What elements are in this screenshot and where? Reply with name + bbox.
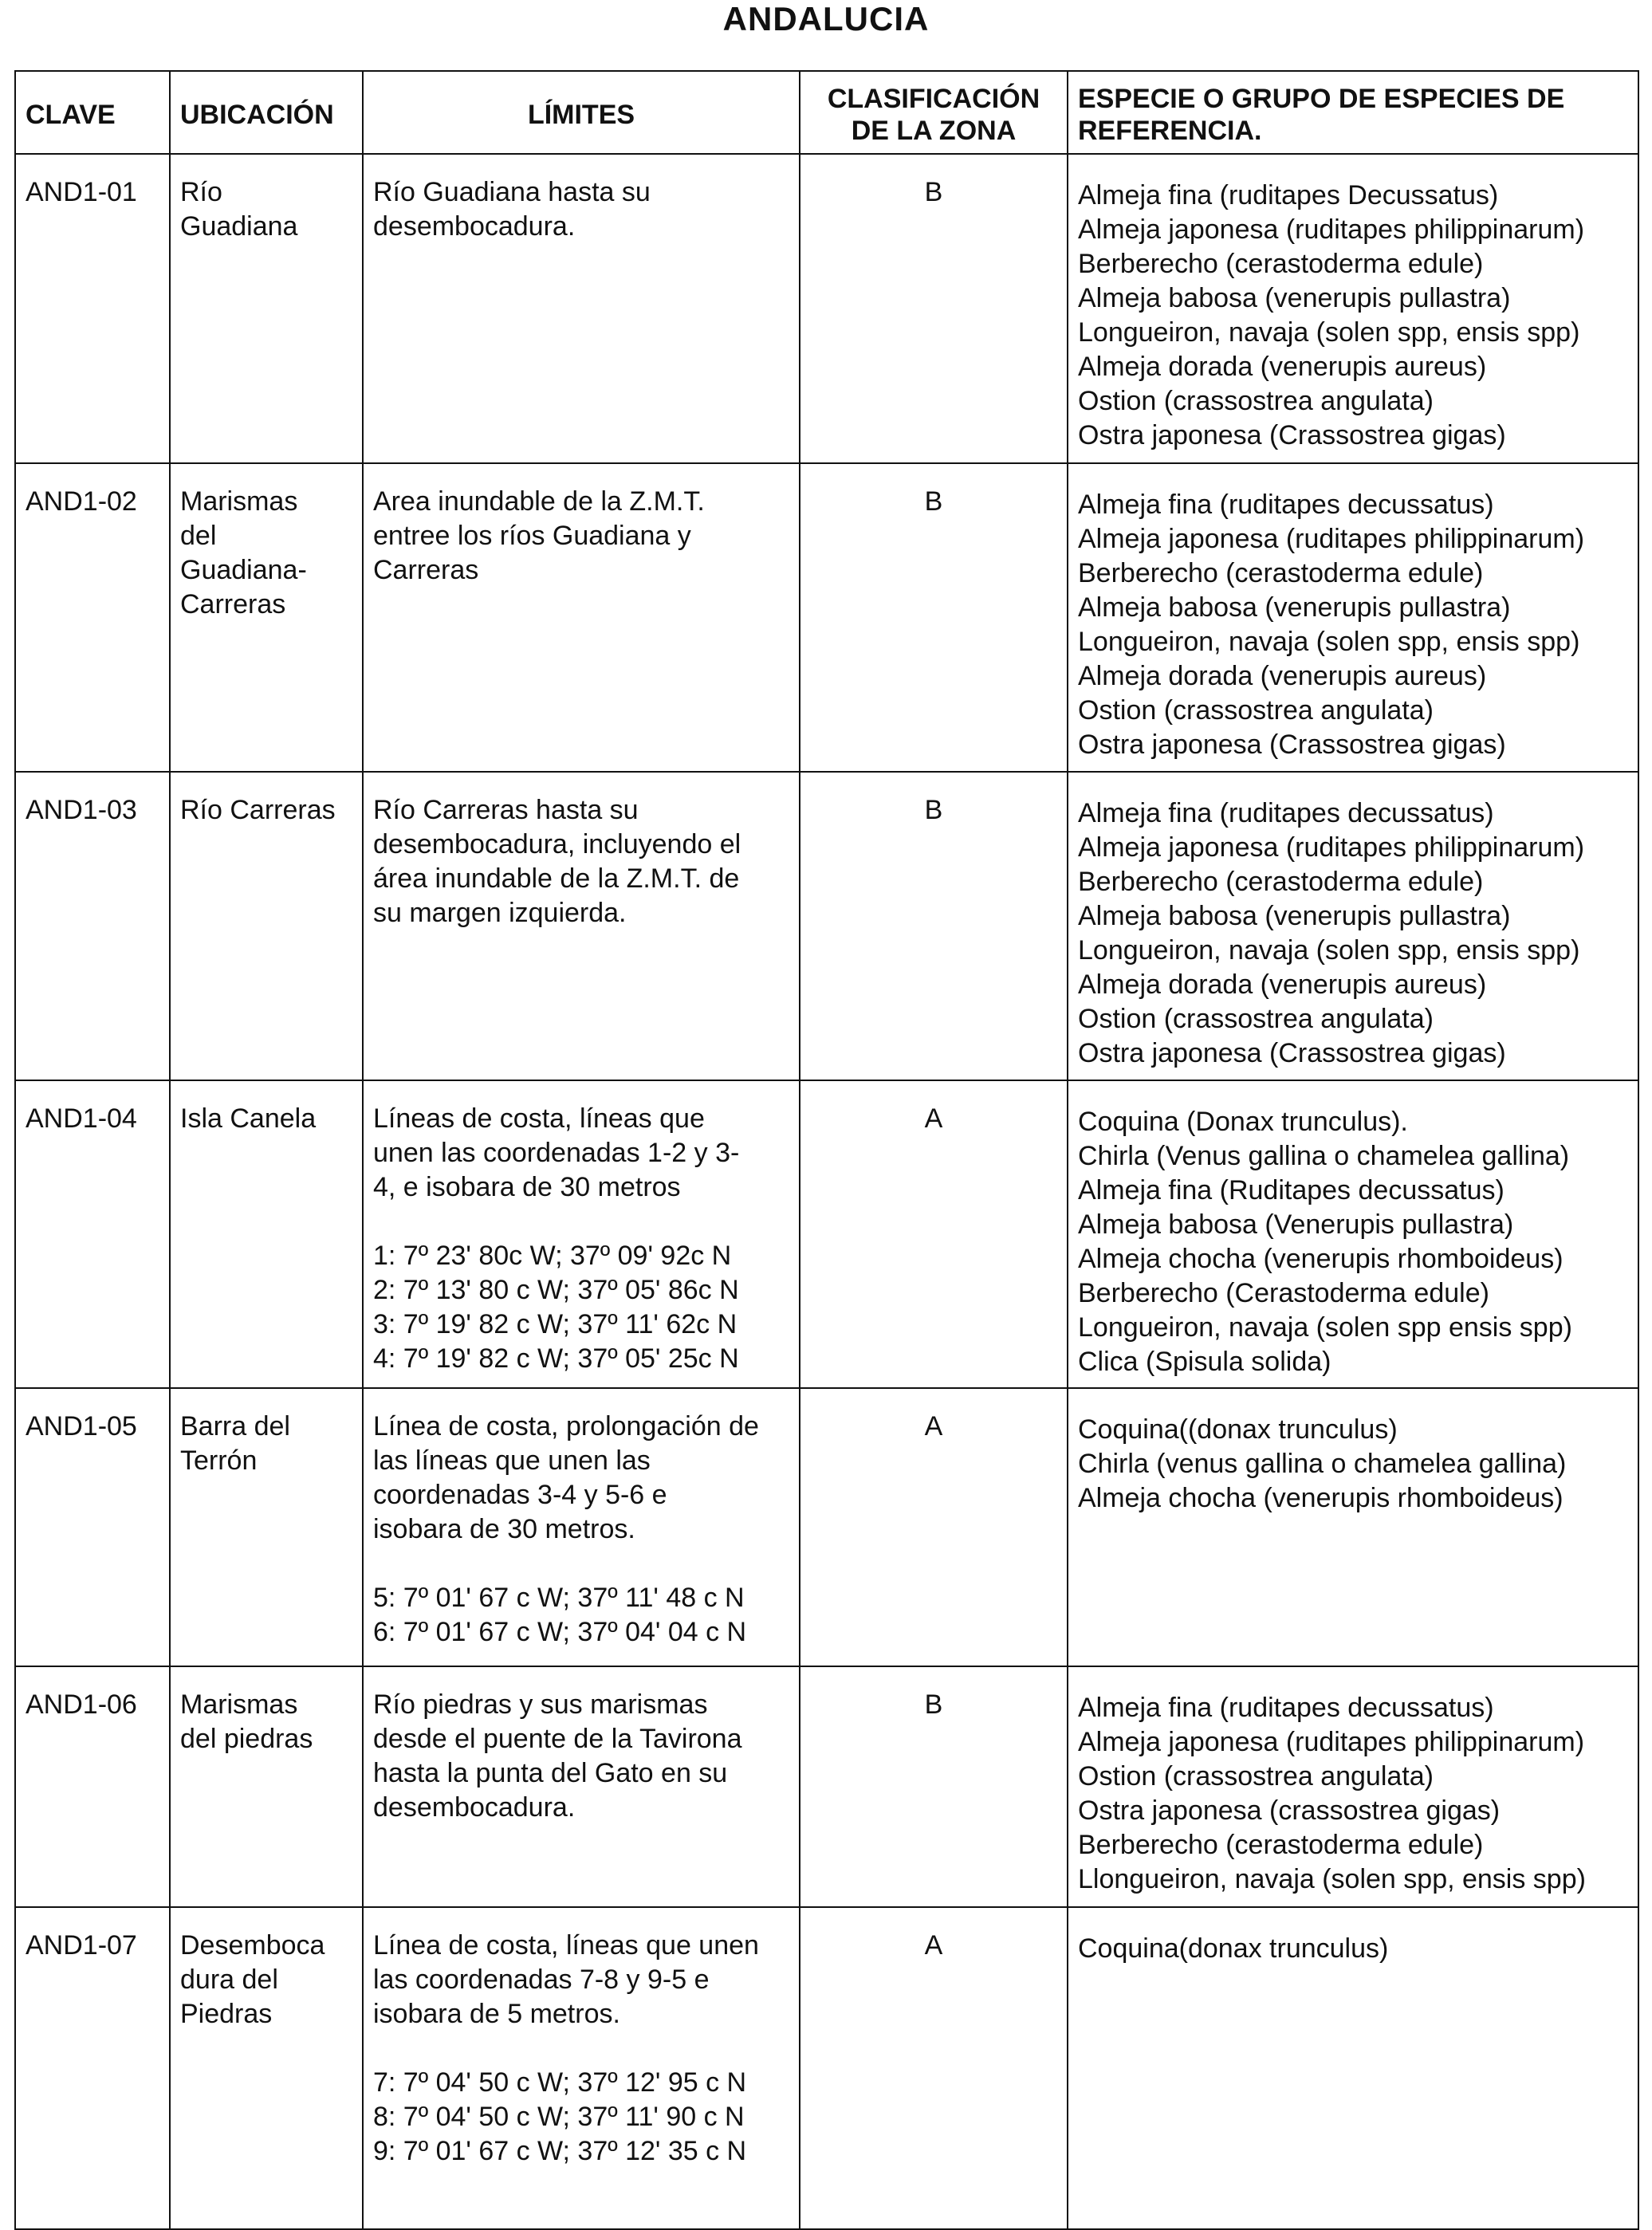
especie-line: Berberecho (cerastoderma edule) bbox=[1078, 558, 1484, 588]
especie-line: Longueiron, navaja (solen spp, ensis spp) bbox=[1078, 935, 1580, 966]
clasificacion-text: B bbox=[924, 177, 943, 207]
especie-line: Ostion (crassostrea angulata) bbox=[1078, 386, 1434, 416]
cell-clave bbox=[15, 1907, 170, 2229]
cell-especies bbox=[1068, 772, 1638, 1080]
limites-gap bbox=[373, 1547, 789, 1581]
cell-limites bbox=[363, 1666, 800, 1907]
cell-limites bbox=[363, 154, 800, 463]
zones-table bbox=[14, 70, 1639, 2230]
especie-line: Coquina (Donax trunculus). bbox=[1078, 1107, 1408, 1137]
especie-line: Almeja dorada (venerupis aureus) bbox=[1078, 661, 1487, 691]
cell-especies bbox=[1068, 1907, 1638, 2229]
especie-line: Chirla (Venus gallina o chamelea gallina) bbox=[1078, 1141, 1570, 1171]
limites-line: Línea de costa, líneas que unen bbox=[373, 1930, 759, 1961]
table-row bbox=[15, 1080, 1638, 1388]
cell-limites bbox=[363, 1388, 800, 1666]
header-limites: LÍMITES bbox=[363, 71, 800, 154]
clave-text: AND1-02 bbox=[26, 486, 137, 517]
clasificacion-text: B bbox=[924, 1689, 943, 1720]
especie-line: Ostion (crassostrea angulata) bbox=[1078, 695, 1434, 726]
especie-line: Almeja japonesa (ruditapes philippinarum) bbox=[1078, 832, 1585, 863]
ubicacion-line: del bbox=[180, 521, 217, 551]
table-row bbox=[15, 1666, 1638, 1907]
ubicacion-line: Marismas bbox=[180, 1689, 298, 1720]
limites-line: desde el puente de la Tavirona bbox=[373, 1724, 742, 1754]
limites-line: área inundable de la Z.M.T. de bbox=[373, 863, 740, 894]
ubicacion-line: Barra del bbox=[180, 1411, 290, 1441]
cell-clave bbox=[15, 463, 170, 772]
table-row bbox=[15, 772, 1638, 1080]
cell-especies bbox=[1068, 463, 1638, 772]
limites-line: desembocadura. bbox=[373, 211, 576, 242]
clasificacion-text: B bbox=[924, 795, 943, 825]
cell-ubicacion bbox=[170, 1666, 363, 1907]
ubicacion-line: Desemboca bbox=[180, 1930, 325, 1961]
cell-especies bbox=[1068, 1388, 1638, 1666]
limites-line: Líneas de costa, líneas que bbox=[373, 1103, 705, 1134]
limites-line: Río Guadiana hasta su bbox=[373, 177, 651, 207]
ubicacion-line: Carreras bbox=[180, 589, 286, 619]
especie-line: Almeja fina (ruditapes Decussatus) bbox=[1078, 180, 1499, 210]
especie-line: Almeja babosa (venerupis pullastra) bbox=[1078, 283, 1511, 313]
table-row bbox=[15, 154, 1638, 463]
limites-line: 4, e isobara de 30 metros bbox=[373, 1172, 681, 1202]
especie-line: Almeja chocha (venerupis rhomboideus) bbox=[1078, 1244, 1564, 1274]
clave-text: AND1-03 bbox=[26, 795, 137, 825]
especie-line: Ostra japonesa (crassostrea gigas) bbox=[1078, 1795, 1501, 1826]
especie-line: Almeja dorada (venerupis aureus) bbox=[1078, 352, 1487, 382]
limites-line: Carreras bbox=[373, 555, 479, 585]
especie-line: Longueiron, navaja (solen spp ensis spp) bbox=[1078, 1312, 1572, 1343]
especie-line: Ostra japonesa (Crassostrea gigas) bbox=[1078, 420, 1506, 450]
cell-ubicacion bbox=[170, 463, 363, 772]
limites-line: hasta la punta del Gato en su bbox=[373, 1758, 728, 1788]
clave-text: AND1-06 bbox=[26, 1689, 137, 1720]
ubicacion-line: del piedras bbox=[180, 1724, 313, 1754]
limites-line: entree los ríos Guadiana y bbox=[373, 521, 691, 551]
especie-line: Almeja fina (Ruditapes decussatus) bbox=[1078, 1175, 1504, 1205]
header-ubicacion: UBICACIÓN bbox=[170, 71, 363, 154]
clave-text: AND1-07 bbox=[26, 1930, 137, 1961]
cell-limites bbox=[363, 463, 800, 772]
especie-line: Ostion (crassostrea angulata) bbox=[1078, 1004, 1434, 1034]
especie-line: Ostra japonesa (Crassostrea gigas) bbox=[1078, 1038, 1506, 1068]
ubicacion-line: Río Carreras bbox=[180, 795, 336, 825]
especie-line: Ostion (crassostrea angulata) bbox=[1078, 1761, 1434, 1791]
ubicacion-line: Río bbox=[180, 177, 222, 207]
coordinate-line: 5: 7º 01' 67 c W; 37º 11' 48 c N bbox=[373, 1583, 745, 1613]
especie-line: Clica (Spisula solida) bbox=[1078, 1347, 1331, 1377]
limites-line: Línea de costa, prolongación de bbox=[373, 1411, 759, 1441]
ubicacion-line: Marismas bbox=[180, 486, 298, 517]
cell-limites bbox=[363, 1080, 800, 1388]
coordinate-line: 7: 7º 04' 50 c W; 37º 12' 95 c N bbox=[373, 2067, 747, 2098]
especie-line: Almeja japonesa (ruditapes philippinarum) bbox=[1078, 214, 1585, 245]
cell-ubicacion bbox=[170, 154, 363, 463]
clave-text: AND1-01 bbox=[26, 177, 137, 207]
limites-gap bbox=[373, 2031, 789, 2066]
especie-line: Berberecho (cerastoderma edule) bbox=[1078, 249, 1484, 279]
limites-line: Río Carreras hasta su bbox=[373, 795, 639, 825]
especie-line: Longueiron, navaja (solen spp, ensis spp) bbox=[1078, 627, 1580, 657]
table-row bbox=[15, 463, 1638, 772]
coordinate-line: 8: 7º 04' 50 c W; 37º 11' 90 c N bbox=[373, 2102, 745, 2132]
table-row bbox=[15, 1907, 1638, 2229]
ubicacion-line: Guadiana- bbox=[180, 555, 307, 585]
especie-line: Chirla (venus gallina o chamelea gallina) bbox=[1078, 1449, 1567, 1479]
clave-text: AND1-05 bbox=[26, 1411, 137, 1441]
limites-line: isobara de 5 metros. bbox=[373, 1999, 620, 2029]
cell-clasificacion bbox=[800, 1080, 1068, 1388]
cell-ubicacion bbox=[170, 1388, 363, 1666]
cell-clasificacion bbox=[800, 1907, 1068, 2229]
especie-line: Almeja fina (ruditapes decussatus) bbox=[1078, 1693, 1494, 1723]
cell-clave bbox=[15, 1388, 170, 1666]
cell-clave bbox=[15, 1666, 170, 1907]
ubicacion-line: Isla Canela bbox=[180, 1103, 317, 1134]
cell-ubicacion bbox=[170, 772, 363, 1080]
especie-line: Coquina(donax trunculus) bbox=[1078, 1933, 1389, 1964]
limites-line: desembocadura, incluyendo el bbox=[373, 829, 741, 859]
especie-line: Llongueiron, navaja (solen spp, ensis spp) bbox=[1078, 1864, 1586, 1894]
especie-line: Almeja babosa (venerupis pullastra) bbox=[1078, 901, 1511, 931]
limites-line: coordenadas 3-4 y 5-6 e bbox=[373, 1480, 667, 1510]
cell-clave bbox=[15, 154, 170, 463]
cell-especies bbox=[1068, 1080, 1638, 1388]
limites-line: las coordenadas 7-8 y 9-5 e bbox=[373, 1965, 710, 1995]
cell-limites bbox=[363, 772, 800, 1080]
especie-line: Berberecho (Cerastoderma edule) bbox=[1078, 1278, 1489, 1308]
cell-limites bbox=[363, 1907, 800, 2229]
especie-line: Almeja fina (ruditapes decussatus) bbox=[1078, 798, 1494, 828]
ubicacion-line: Terrón bbox=[180, 1445, 258, 1476]
cell-clasificacion bbox=[800, 463, 1068, 772]
cell-especies bbox=[1068, 154, 1638, 463]
especie-line: Almeja japonesa (ruditapes philippinarum) bbox=[1078, 524, 1585, 554]
especie-line: Berberecho (cerastoderma edule) bbox=[1078, 867, 1484, 897]
coordinate-line: 3: 7º 19' 82 c W; 37º 11' 62c N bbox=[373, 1309, 738, 1339]
header-clave: CLAVE bbox=[15, 71, 170, 154]
clasificacion-text: A bbox=[924, 1930, 943, 1961]
cell-clasificacion bbox=[800, 772, 1068, 1080]
header-especie: ESPECIE O GRUPO DE ESPECIES DE REFERENCIA. bbox=[1068, 71, 1638, 154]
cell-clasificacion bbox=[800, 1666, 1068, 1907]
coordinate-line: 1: 7º 23' 80c W; 37º 09' 92c N bbox=[373, 1241, 732, 1271]
ubicacion-line: dura del bbox=[180, 1965, 278, 1995]
limites-line: su margen izquierda. bbox=[373, 898, 627, 928]
especie-line: Almeja babosa (Venerupis pullastra) bbox=[1078, 1209, 1514, 1240]
cell-clasificacion bbox=[800, 154, 1068, 463]
cell-especies bbox=[1068, 1666, 1638, 1907]
limites-line: las líneas que unen las bbox=[373, 1445, 651, 1476]
limites-line: unen las coordenadas 1-2 y 3- bbox=[373, 1138, 740, 1168]
clasificacion-text: A bbox=[924, 1103, 943, 1134]
limites-line: isobara de 30 metros. bbox=[373, 1514, 635, 1544]
cell-clave bbox=[15, 772, 170, 1080]
cell-clave bbox=[15, 1080, 170, 1388]
ubicacion-line: Guadiana bbox=[180, 211, 298, 242]
limites-line: Area inundable de la Z.M.T. bbox=[373, 486, 705, 517]
especie-line: Coquina((donax trunculus) bbox=[1078, 1414, 1398, 1445]
especie-line: Longueiron, navaja (solen spp, ensis spp) bbox=[1078, 317, 1580, 348]
table-body bbox=[15, 154, 1638, 2229]
clave-text: AND1-04 bbox=[26, 1103, 137, 1134]
limites-line: desembocadura. bbox=[373, 1792, 576, 1823]
clasificacion-text: B bbox=[924, 486, 943, 517]
especie-line: Almeja babosa (venerupis pullastra) bbox=[1078, 592, 1511, 623]
page-title: ANDALUCIA bbox=[722, 0, 930, 37]
coordinate-line: 6: 7º 01' 67 c W; 37º 04' 04 c N bbox=[373, 1617, 747, 1647]
table-header-row bbox=[15, 71, 1638, 154]
especie-line: Almeja dorada (venerupis aureus) bbox=[1078, 969, 1487, 1000]
cell-ubicacion bbox=[170, 1080, 363, 1388]
cell-clasificacion bbox=[800, 1388, 1068, 1666]
coordinate-line: 2: 7º 13' 80 c W; 37º 05' 86c N bbox=[373, 1275, 739, 1305]
coordinate-line: 4: 7º 19' 82 c W; 37º 05' 25c N bbox=[373, 1343, 739, 1374]
ubicacion-line: Piedras bbox=[180, 1999, 273, 2029]
especie-line: Almeja fina (ruditapes decussatus) bbox=[1078, 490, 1494, 520]
limites-gap bbox=[373, 1205, 789, 1239]
especie-line: Almeja chocha (venerupis rhomboideus) bbox=[1078, 1483, 1564, 1513]
limites-line: Río piedras y sus marismas bbox=[373, 1689, 708, 1720]
especie-line: Almeja japonesa (ruditapes philippinarum) bbox=[1078, 1727, 1585, 1757]
clasificacion-text: A bbox=[924, 1411, 943, 1441]
cell-ubicacion bbox=[170, 1907, 363, 2229]
especie-line: Berberecho (cerastoderma edule) bbox=[1078, 1830, 1484, 1860]
coordinate-line: 9: 7º 01' 67 c W; 37º 12' 35 c N bbox=[373, 2136, 747, 2166]
especie-line: Ostra japonesa (Crassostrea gigas) bbox=[1078, 730, 1506, 760]
table-row bbox=[15, 1388, 1638, 1666]
header-clasificacion: CLASIFICACIÓN DE LA ZONA bbox=[800, 71, 1068, 154]
